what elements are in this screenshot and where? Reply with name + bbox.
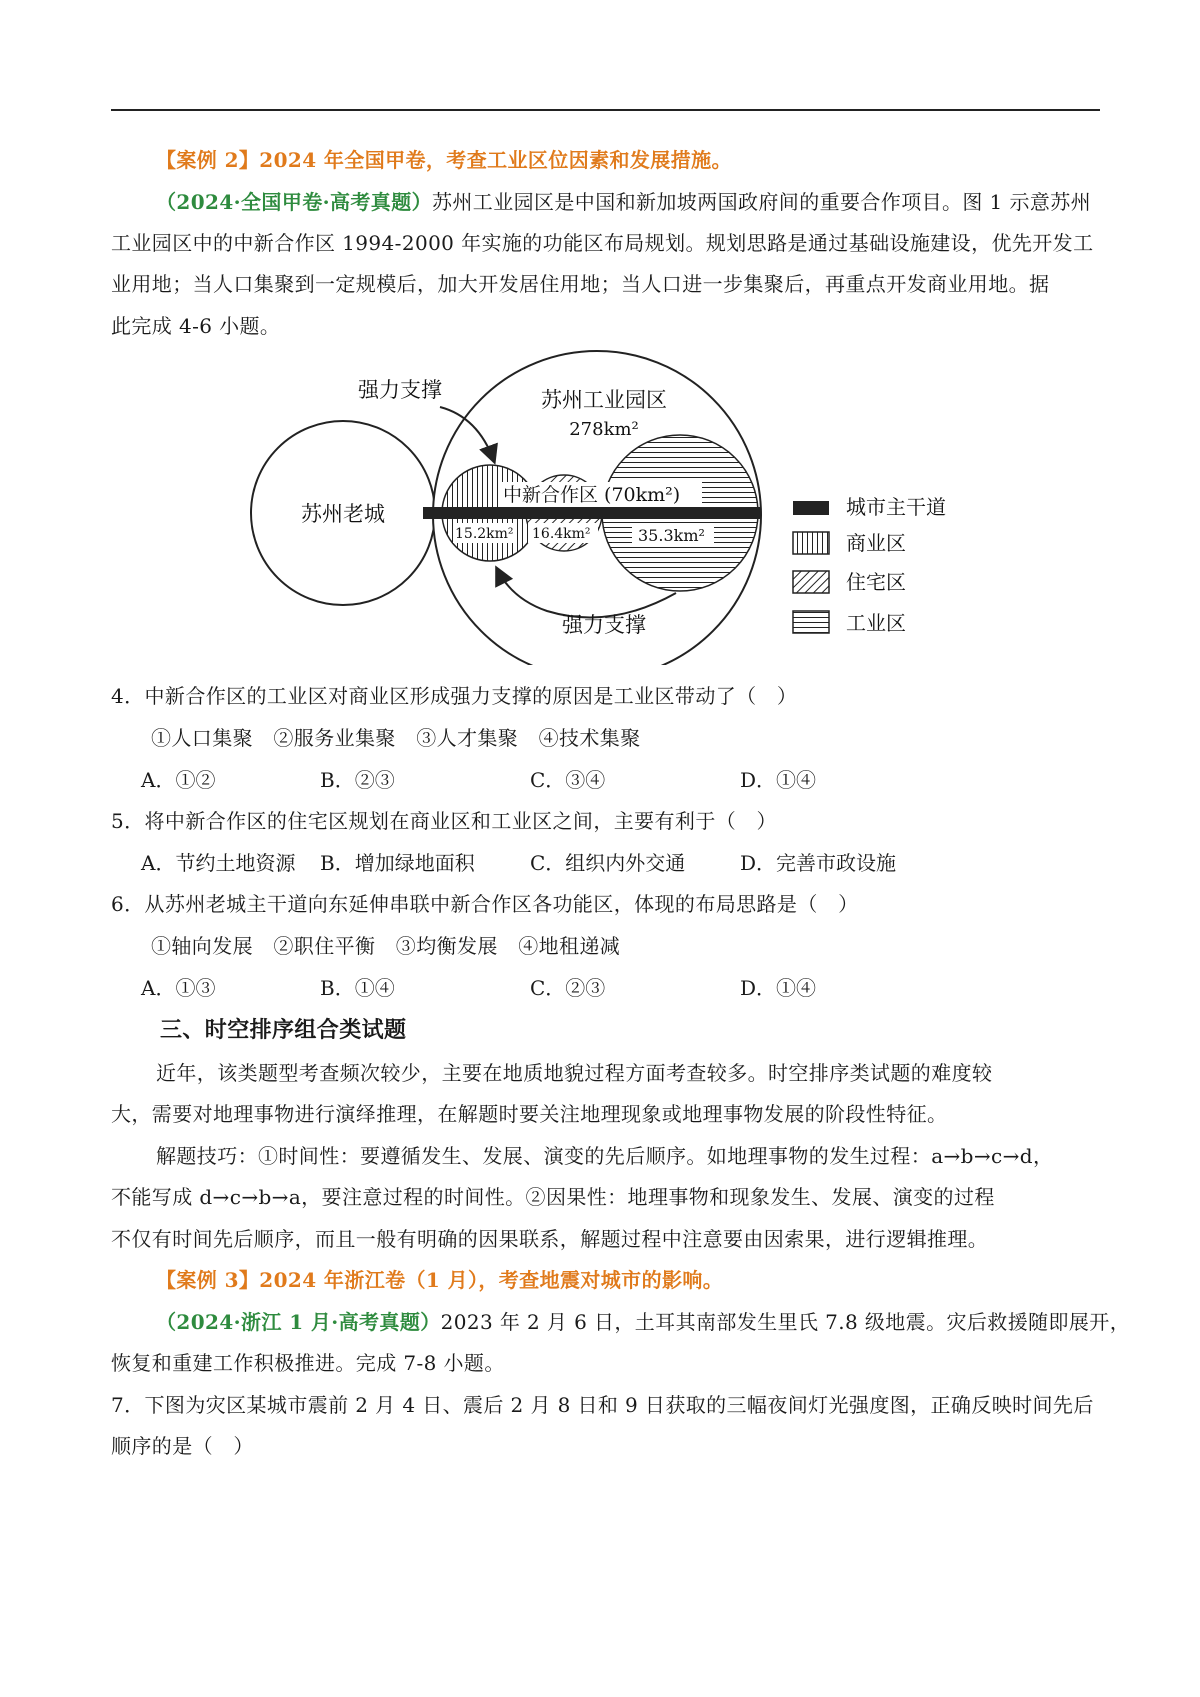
q6-option-a[interactable]: A．①③ (141, 976, 216, 1000)
q5-option-d[interactable]: D．完善市政设施 (740, 851, 897, 875)
legend-industrial-label: 工业区 (846, 611, 906, 635)
case3-source: （2024·浙江 1 月·高考真题） (156, 1310, 441, 1334)
q5-option-a[interactable]: A．节约土地资源 (141, 851, 296, 875)
q5-option-c[interactable]: C．组织内外交通 (530, 851, 686, 875)
q4-option-c[interactable]: C．③④ (530, 768, 606, 792)
case2-heading (156, 146, 1146, 174)
section3-p2-line3: 不仅有时间先后顺序，而且一般有明确的因果联系，解题过程中注意要由因索果，进行逻辑推理。 (111, 1227, 989, 1251)
case3-tag: 【案例 3】 (156, 1268, 260, 1292)
legend-road-swatch (793, 501, 829, 515)
section3-p1-line2: 大，需要对地理事物进行演绎推理，在解题时要关注地理现象或地理事物发展的阶段性特征。 (111, 1102, 948, 1126)
park-name-label: 苏州工业园区 (541, 388, 667, 412)
q4-stem: 4．中新合作区的工业区对商业区形成强力支撑的原因是工业区带动了（ ） (111, 684, 798, 708)
case3-heading (156, 1266, 1146, 1294)
legend-residential-swatch (793, 571, 829, 593)
legend-commercial-label: 商业区 (846, 531, 906, 555)
case2-tag: 【案例 2】 (156, 148, 260, 172)
q5-stem: 5．将中新合作区的住宅区规划在商业区和工业区之间，主要有利于（ ） (111, 809, 777, 833)
q6-items: ①轴向发展 ②职住平衡 ③均衡发展 ④地租递减 (151, 934, 621, 958)
case3-intro-line1: （2024·浙江 1 月·高考真题）2023 年 2 月 6 日，土耳其南部发生里氏 7.8 级地震。灾后救援随即展开， (156, 1310, 1131, 1334)
residential-area-label: 16.4km² (532, 526, 591, 542)
q6-option-d[interactable]: D．①④ (740, 976, 817, 1000)
suzhou-park-diagram (0, 345, 1200, 665)
main-road (423, 507, 760, 519)
arrow-bottom-label: 强力支撑 (562, 613, 646, 637)
section3-p2-line1: 解题技巧：①时间性：要遵循发生、发展、演变的先后顺序。如地理事物的发生过程：a→b→c→d， (156, 1144, 1054, 1168)
q6-option-b[interactable]: B．①④ (320, 976, 395, 1000)
case2-source: （2024·全国甲卷·高考真题） (156, 190, 432, 214)
legend-residential-label: 住宅区 (846, 570, 906, 594)
q5-option-b[interactable]: B．增加绿地面积 (320, 851, 475, 875)
section3-heading: 三、时空排序组合类试题 (160, 1017, 407, 1043)
header-rule (111, 109, 1100, 111)
case2-intro-line3: 业用地；当人口集聚到一定规模后，加大开发居住用地；当人口进一步集聚后，再重点开发商业用地。据 (111, 272, 1050, 296)
section3-p2-line2: 不能写成 d→c→b→a，要注意过程的时间性。②因果性：地理事物和现象发生、发展、演变的过程 (111, 1185, 995, 1209)
case2-title: 2024 年全国甲卷，考查工业区位因素和发展措施。 (259, 148, 732, 172)
q6-option-c[interactable]: C．②③ (530, 976, 606, 1000)
case2-intro-line1: （2024·全国甲卷·高考真题）苏州工业园区是中国和新加坡两国政府间的重要合作项目。图 1 示意苏州 (156, 190, 1092, 214)
industrial-area-label: 35.3km² (638, 526, 705, 545)
q4-option-d[interactable]: D．①④ (740, 768, 817, 792)
old-city-label: 苏州老城 (301, 502, 385, 526)
q7-stem-line1: 7．下图为灾区某城市震前 2 月 4 日、震后 2 月 8 日和 9 日获取的三幅夜间灯光强度图，正确反映时间先后 (111, 1393, 1094, 1417)
case3-intro-line2: 恢复和重建工作积极推进。完成 7-8 小题。 (111, 1351, 505, 1375)
legend-industrial-swatch (793, 611, 829, 633)
arrow-top-label: 强力支撑 (358, 378, 442, 402)
q6-stem: 6．从苏州老城主干道向东延伸串联中新合作区各功能区，体现的布局思路是（ ） (111, 892, 859, 916)
case2-intro-line2: 工业园区中的中新合作区 1994-2000 年实施的功能区布局规划。规划思路是通过基础设施建设，优先开发工 (111, 231, 1094, 255)
q4-option-a[interactable]: A．①② (141, 768, 216, 792)
case3-title: 2024 年浙江卷（1 月），考查地震对城市的影响。 (259, 1268, 724, 1292)
legend-commercial-swatch (793, 532, 829, 554)
zone-label: 中新合作区 (70km²) (503, 484, 681, 506)
legend-road-label: 城市主干道 (846, 495, 946, 519)
section3-p1-line1: 近年，该类题型考查频次较少，主要在地质地貌过程方面考查较多。时空排序类试题的难度较 (156, 1061, 993, 1085)
park-area-label: 278km² (569, 419, 639, 440)
q4-option-b[interactable]: B．②③ (320, 768, 395, 792)
q4-items: ①人口集聚 ②服务业集聚 ③人才集聚 ④技术集聚 (151, 726, 641, 750)
commercial-area-label: 15.2km² (455, 526, 514, 542)
case2-intro-line4: 此完成 4-6 小题。 (111, 314, 281, 338)
q7-stem-line2: 顺序的是（ ） (111, 1434, 254, 1458)
